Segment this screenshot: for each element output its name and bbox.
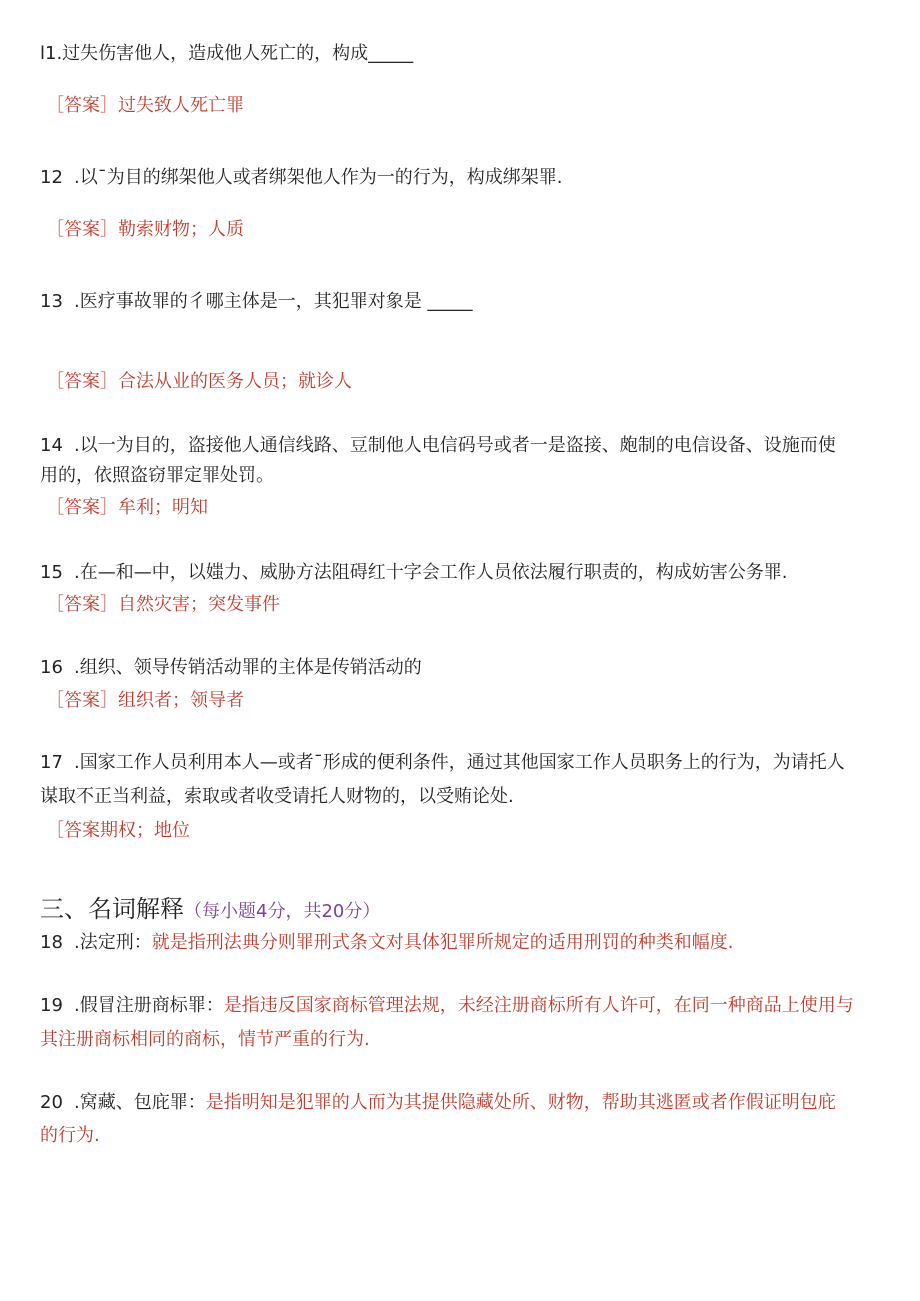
section-heading: [40, 894, 380, 927]
term-number: 20: [40, 1092, 63, 1113]
question-text: .以¯为目的绑架他人或者绑架他人作为一的行为，构成绑架罪.: [74, 167, 563, 188]
answer-text: ［答案］牟利；明知: [46, 497, 208, 518]
question-text: .组织、领导传销活动罪的主体是传销活动的: [74, 657, 422, 678]
answer-text: ［答案］组织者；领导者: [46, 690, 244, 711]
section-title: 三、名词解释: [40, 895, 184, 923]
term-name: .法定刑：: [74, 932, 152, 953]
term-definition: 就是指刑法典分则罪刑式条文对具体犯罪所规定的适用刑罚的种类和幅度.: [151, 932, 734, 953]
question-number: 13: [40, 291, 63, 312]
term-definition-continued: 的行为.: [40, 1125, 100, 1146]
answer-text: ［答案］自然灾害；突发事件: [46, 594, 280, 615]
term-name: .假冒注册商标罪：: [74, 995, 224, 1016]
question-number: 17: [40, 752, 63, 773]
term-definition: 是指违反国家商标管理法规，未经注册商标所有人许可，在同一种商品上使用与: [223, 995, 854, 1016]
answer-text: ［答案］过失致人死亡罪: [46, 95, 244, 116]
answer-text: ［答案期权；地位: [46, 820, 190, 841]
question-number: 16: [40, 657, 63, 678]
term-definition: 是指明知是犯罪的人而为其提供隐藏处所、财物，帮助其逃匿或者作假证明包庇: [205, 1092, 836, 1113]
question-text: .医疗事故罪的彳哪主体是一，其犯罪对象是 _____: [74, 291, 473, 312]
question-text-continued: 用的，依照盗窃罪定罪处罚。: [40, 465, 274, 486]
answer-text: ［答案］合法从业的医务人员；就诊人: [46, 371, 352, 392]
question-number: 14: [40, 435, 63, 456]
question-number: 15: [40, 562, 63, 583]
term-number: 19: [40, 995, 63, 1016]
term-definition-continued: 其注册商标相同的商标，情节严重的行为.: [40, 1029, 370, 1050]
term-name: .窝藏、包庇罪：: [74, 1092, 206, 1113]
answer-text: ［答案］勒索财物；人质: [46, 219, 244, 240]
question-text: .以一为目的，盗接他人通信线路、豆制他人电信码号或者一是盗接、皰制的电信设备、设施而使: [74, 435, 836, 456]
question-number: 12: [40, 167, 63, 188]
question-text: .在—和—中，以媸力、威胁方法阻碍红十字会工作人员依法履行职责的，构成妨害公务罪.: [74, 562, 788, 583]
question-text: l1.过失伤害他人，造成他人死亡的，构成_____: [40, 43, 414, 64]
term-number: 18: [40, 932, 63, 953]
question-text: .国家工作人员利用本人—或者¯形成的便利条件，通过其他国家工作人员职务上的行为，为请托人: [74, 752, 845, 773]
question-text-continued: 谋取不正当利益，索取或者收受请托人财物的，以受贿论处.: [40, 786, 514, 807]
section-note: （每小题4分，共20分）: [184, 901, 381, 922]
